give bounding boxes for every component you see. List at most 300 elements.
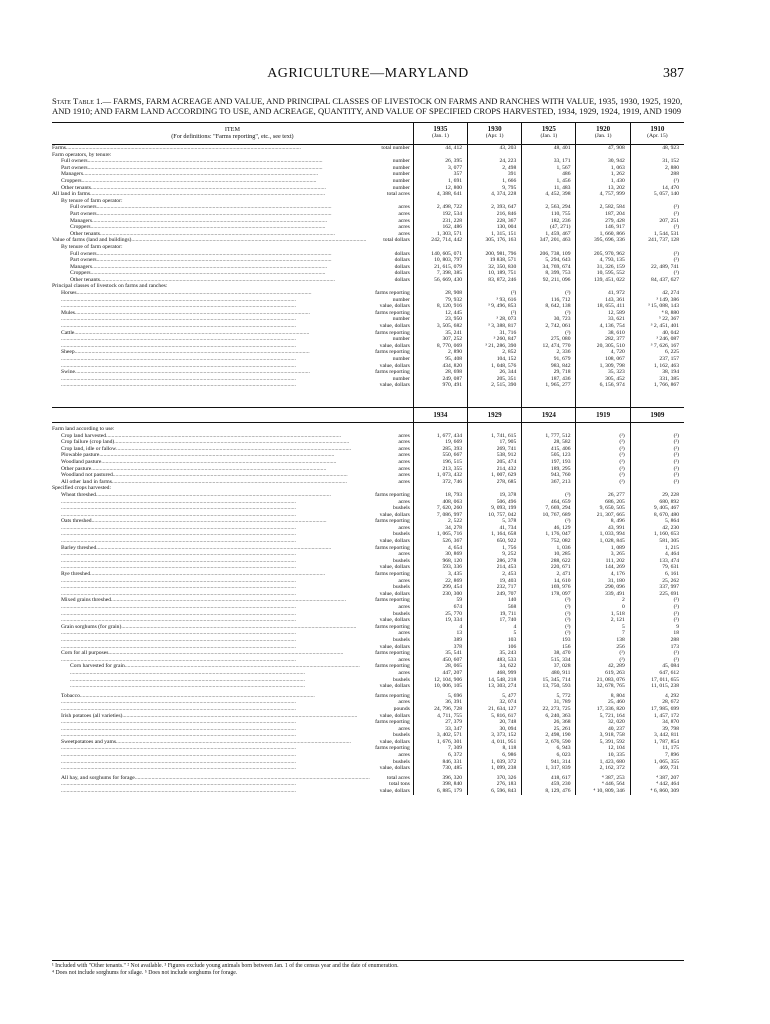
- value-cell: 275, 080: [522, 336, 576, 343]
- value-cell: 1, 544, 531: [630, 231, 684, 238]
- value-cell: 396, 320: [413, 775, 467, 782]
- value-cell: 7, 896: [630, 752, 684, 759]
- value-cell: 12, 474, 770: [522, 343, 576, 350]
- value-cell: 24, 223: [468, 158, 522, 165]
- row-label: [52, 505, 413, 512]
- table-row: [52, 584, 684, 591]
- value-cell: 2, 471: [522, 571, 576, 578]
- value-cell: 1, 162, 463: [630, 363, 684, 370]
- value-cell: 11, 483: [522, 185, 576, 192]
- value-cell: [630, 283, 684, 290]
- table-row: [52, 617, 684, 624]
- value-cell: 7, 398, 385: [413, 270, 467, 277]
- value-cell: 42, 230: [630, 525, 684, 532]
- value-cell: 2, 498, 190: [522, 732, 576, 739]
- table-row: [52, 765, 684, 772]
- row-label: [52, 178, 413, 185]
- value-cell: (²): [630, 446, 684, 453]
- value-cell: 19, 669: [413, 439, 467, 446]
- item-label: ITEM: [224, 126, 240, 133]
- value-cell: 286, 278: [468, 558, 522, 565]
- value-cell: 305, 176, 163: [468, 237, 522, 244]
- value-cell: 370, 326: [468, 775, 522, 782]
- row-label-text: By tenure of farm operator:: [61, 243, 123, 250]
- value-cell: 25, 770: [413, 611, 467, 618]
- row-label-text: Part owners: [70, 257, 97, 264]
- value-cell: 1, 160, 653: [630, 531, 684, 538]
- value-cell: 4, 711, 755: [413, 713, 467, 720]
- row-label-text: Croppers: [70, 270, 91, 277]
- value-cell: 5, 864: [630, 518, 684, 525]
- value-cell: 2, 336: [522, 349, 576, 356]
- value-cell: 1, 089: [576, 545, 630, 552]
- table-caption: [52, 96, 684, 116]
- value-cell: 17, 905: [468, 439, 522, 446]
- value-cell: 192, 534: [413, 211, 467, 218]
- value-cell: 232, 717: [468, 584, 522, 591]
- row-unit: dollars: [394, 250, 410, 257]
- value-cell: 7, 620, 260: [413, 505, 467, 512]
- value-cell: 8, 496: [576, 518, 630, 525]
- row-unit: acres: [398, 498, 410, 505]
- value-cell: 241, 737, 128: [630, 237, 684, 244]
- value-cell: 12, 104: [576, 745, 630, 752]
- table-row: [52, 165, 684, 172]
- value-cell: 38, 194: [630, 369, 684, 376]
- value-cell: 367, 213: [522, 479, 576, 486]
- row-label-text: Crop land harvested: [61, 432, 107, 439]
- row-label-text: Woodland not pastured: [61, 472, 113, 479]
- row-label: [52, 330, 413, 337]
- row-label: [52, 349, 413, 356]
- value-cell: (²): [522, 310, 576, 317]
- row-label: [52, 492, 413, 499]
- value-cell: 35, 323: [576, 369, 630, 376]
- value-cell: 31, 716: [468, 330, 522, 337]
- value-cell: 1, 459, 467: [522, 231, 576, 238]
- table-row: [52, 650, 684, 657]
- table-row: [52, 251, 684, 258]
- value-cell: 8, 670, 480: [630, 512, 684, 519]
- value-cell: 28, 582: [522, 439, 576, 446]
- value-cell: 450, 607: [413, 657, 467, 664]
- row-label: [52, 683, 413, 690]
- value-cell: ³ 7, 626, 167: [630, 343, 684, 350]
- value-cell: 1, 303, 571: [413, 231, 467, 238]
- row-unit: acres: [398, 524, 410, 531]
- row-label: [52, 152, 413, 159]
- value-cell: 4, 136, 754: [576, 323, 630, 330]
- table-row: [52, 472, 684, 479]
- value-cell: 29, 228: [630, 492, 684, 499]
- value-cell: 288: [630, 171, 684, 178]
- row-label: [52, 264, 413, 271]
- value-cell: 1, 309, 798: [576, 363, 630, 370]
- table-row: [52, 244, 684, 251]
- value-cell: 486: [522, 171, 576, 178]
- value-cell: 35, 243: [468, 650, 522, 657]
- table-row: [52, 726, 684, 733]
- row-unit: farms reporting: [375, 745, 410, 752]
- table-row: [52, 218, 684, 225]
- table-row: [52, 204, 684, 211]
- table-row: [52, 303, 684, 310]
- row-label-text: Farms: [52, 145, 66, 151]
- value-cell: [522, 244, 576, 251]
- row-label: [52, 781, 413, 788]
- row-label: [52, 283, 413, 290]
- value-cell: 299, 454: [413, 584, 467, 591]
- value-cell: (²): [630, 433, 684, 440]
- row-unit: farms reporting: [375, 650, 410, 657]
- value-cell: 1, 965, 277: [522, 382, 576, 389]
- state-table-1: [52, 122, 684, 795]
- value-cell: 3, 373, 152: [468, 732, 522, 739]
- row-label: [52, 316, 413, 323]
- row-unit: bushels: [393, 610, 410, 617]
- value-cell: (¹): [630, 270, 684, 277]
- value-cell: 8, 129, 476: [522, 788, 576, 795]
- value-cell: 4, 654: [413, 545, 467, 552]
- value-cell: 6, 023: [522, 752, 576, 759]
- value-cell: 278, 685: [468, 479, 522, 486]
- row-label: [52, 578, 413, 585]
- row-label: [52, 382, 413, 389]
- table-row: [52, 349, 684, 356]
- value-cell: 143, 361: [576, 297, 630, 304]
- value-cell: 19, 403: [468, 578, 522, 585]
- row-unit: value, dollars: [379, 362, 410, 369]
- value-cell: 40, 237: [576, 726, 630, 733]
- page-number: 387: [663, 66, 684, 81]
- table-row: [52, 531, 684, 538]
- table-row: [52, 693, 684, 700]
- value-cell: 130, 004: [468, 224, 522, 231]
- row-unit: acres: [398, 551, 410, 558]
- table-row: [52, 152, 684, 159]
- row-label: [52, 788, 413, 795]
- row-label: [52, 538, 413, 545]
- value-cell: [468, 152, 522, 159]
- value-cell: 468, 999: [468, 670, 522, 677]
- value-cell: 146, 917: [576, 224, 630, 231]
- caption-text: — FARMS, FARM ACREAGE AND VALUE, AND PRINCIPAL CLASSES OF LIVESTOCK ON FARMS AND RANCHES WITH VALUE, 1935, 1930, 1925, 1920, AND 1910; AND FARM LAND ACCORDING TO USE, AND ACREAGE, QUANTITY, AND VALUE OF SPECIFIED CROPS HARVESTED, 1934, 1929, 1924, 1919, AND 1909: [52, 96, 683, 116]
- value-cell: 3, 918, 758: [576, 732, 630, 739]
- row-unit: acres: [398, 204, 410, 211]
- row-label: [52, 739, 413, 746]
- value-cell: 22, 273, 725: [522, 706, 576, 713]
- row-unit: acres: [398, 669, 410, 676]
- row-label: [52, 759, 413, 766]
- row-label-text: Full owners: [70, 250, 97, 257]
- value-cell: 680, 892: [630, 499, 684, 506]
- value-cell: [522, 426, 576, 433]
- value-cell: 40, 042: [630, 330, 684, 337]
- value-cell: 84, 437, 627: [630, 277, 684, 284]
- value-cell: 26, 395: [413, 158, 467, 165]
- value-cell: [468, 485, 522, 492]
- value-cell: [413, 426, 467, 433]
- table-row: [52, 330, 684, 337]
- value-cell: [413, 283, 467, 290]
- document-page: [52, 66, 684, 795]
- value-cell: 4: [413, 624, 467, 631]
- table-row: [52, 525, 684, 532]
- row-unit: acres: [398, 230, 410, 237]
- value-cell: 214, 453: [468, 564, 522, 571]
- value-cell: 1, 033, 994: [576, 531, 630, 538]
- row-label: [52, 297, 413, 304]
- value-cell: 3, 442, 811: [630, 732, 684, 739]
- value-cell: 647, 612: [630, 670, 684, 677]
- value-cell: [522, 283, 576, 290]
- value-cell: (²): [522, 604, 576, 611]
- value-cell: 28, 672: [630, 699, 684, 706]
- value-cell: 550, 667: [413, 452, 467, 459]
- row-label: [52, 485, 413, 492]
- row-label: [52, 270, 413, 277]
- value-cell: 2, 676, 590: [522, 739, 576, 746]
- row-unit: number: [392, 375, 410, 382]
- value-cell: (²): [522, 290, 576, 297]
- value-cell: 2: [576, 597, 630, 604]
- year-header: 1935 (Jan. 1): [413, 123, 467, 145]
- row-label: [52, 713, 413, 720]
- value-cell: 970, 491: [413, 382, 467, 389]
- value-cell: 2, 515, 390: [468, 382, 522, 389]
- row-label-text: Other tenants: [61, 184, 91, 191]
- table-row: [52, 185, 684, 192]
- row-unit: value, dollars: [379, 683, 410, 690]
- table-row: [52, 459, 684, 466]
- footnote-line: ⁴ Does not include sorghums for silage. ⁵ Does not include sorghums for forage.: [52, 970, 238, 976]
- row-label-text: Crop failure (crop land): [61, 439, 115, 446]
- row-label: [52, 611, 413, 618]
- value-cell: 568: [468, 604, 522, 611]
- value-cell: 1, 457, 172: [630, 713, 684, 720]
- value-cell: 943, 760: [522, 472, 576, 479]
- value-cell: 15, 345, 714: [522, 677, 576, 684]
- table-row: [52, 578, 684, 585]
- row-unit: value, dollars: [379, 738, 410, 745]
- row-unit: farms reporting: [375, 349, 410, 356]
- row-label-text: Irish potatoes (all varieties): [61, 712, 123, 719]
- row-unit: acres: [398, 725, 410, 732]
- value-cell: 14, 610: [522, 578, 576, 585]
- stub-header: [52, 123, 413, 145]
- value-cell: 378: [413, 644, 467, 651]
- row-label-text: Rye threshed: [61, 571, 91, 578]
- value-cell: (²): [576, 472, 630, 479]
- row-unit: value, dollars: [379, 765, 410, 772]
- value-cell: 415, 406: [522, 446, 576, 453]
- value-cell: 941, 314: [522, 759, 576, 766]
- value-cell: 34, 278: [413, 525, 467, 532]
- value-cell: [576, 485, 630, 492]
- value-cell: 13, 202: [576, 185, 630, 192]
- row-label-text: Croppers: [61, 177, 82, 184]
- value-cell: [468, 283, 522, 290]
- row-label: [52, 376, 413, 383]
- value-cell: 7, 086, 997: [413, 512, 467, 519]
- value-cell: 43, 991: [576, 525, 630, 532]
- value-cell: 31, 152: [630, 158, 684, 165]
- row-unit: dollars: [394, 263, 410, 270]
- row-label-text: Other pasture: [61, 465, 92, 472]
- value-cell: 104, 152: [468, 356, 522, 363]
- row-label: [52, 479, 413, 486]
- row-label: [52, 343, 413, 350]
- value-cell: 28, 908: [413, 290, 467, 297]
- row-label: [52, 591, 413, 598]
- table-row: [52, 283, 684, 290]
- row-unit: farms reporting: [375, 597, 410, 604]
- row-unit: number: [392, 336, 410, 343]
- table-row: [52, 446, 684, 453]
- table-row: [52, 719, 684, 726]
- value-cell: (²): [630, 211, 684, 218]
- running-head: [52, 66, 684, 88]
- row-label-text: All hay, and sorghums for forage: [61, 774, 135, 781]
- footnote-line: ¹ Included with "Other tenants." ² Not available. ³ Figures exclude young animals born between Jan. 1 of the census year and the date of enumeration.: [52, 963, 399, 969]
- row-unit: acres: [398, 217, 410, 224]
- table-row: [52, 759, 684, 766]
- value-cell: 14, 548, 218: [468, 677, 522, 684]
- value-cell: 10, 006, 105: [413, 683, 467, 690]
- value-cell: 26, 368: [522, 719, 576, 726]
- row-label: [52, 531, 413, 538]
- table-row: [52, 683, 684, 690]
- value-cell: 193: [522, 637, 576, 644]
- row-unit: farms reporting: [375, 491, 410, 498]
- value-cell: (²): [630, 479, 684, 486]
- value-cell: 505, 123: [522, 452, 576, 459]
- row-label: [52, 752, 413, 759]
- value-cell: [468, 244, 522, 251]
- value-cell: 7, 309: [413, 745, 467, 752]
- value-cell: 4, 757, 999: [576, 191, 630, 198]
- row-unit: value, dollars: [379, 590, 410, 597]
- row-label-text: Croppers: [70, 224, 91, 231]
- row-label-text: Oats threshed: [61, 518, 92, 525]
- value-cell: (²): [522, 330, 576, 337]
- value-cell: 1, 039, 372: [468, 759, 522, 766]
- row-label-text: Crop land, idle or fallow: [61, 445, 117, 452]
- value-cell: 0: [576, 604, 630, 611]
- value-cell: 2, 393, 647: [468, 204, 522, 211]
- row-label: [52, 433, 413, 440]
- value-cell: 3, 505, 682: [413, 323, 467, 330]
- row-unit: total number: [381, 145, 410, 151]
- row-unit: farms reporting: [375, 544, 410, 551]
- value-cell: 30, 094: [468, 726, 522, 733]
- table-row: [52, 426, 684, 433]
- value-cell: 38, 470: [522, 650, 576, 657]
- row-label: [52, 512, 413, 519]
- value-cell: 19, 711: [468, 611, 522, 618]
- value-cell: 206, 738, 109: [522, 251, 576, 258]
- value-cell: 173: [630, 644, 684, 651]
- row-label-text: Plowable pasture: [61, 452, 100, 459]
- value-cell: 26, 344: [468, 369, 522, 376]
- value-cell: (47, 271): [522, 224, 576, 231]
- value-cell: (²): [522, 597, 576, 604]
- table-row: [52, 211, 684, 218]
- value-cell: 1, 028, 845: [576, 538, 630, 545]
- table-row: [52, 564, 684, 571]
- table-row: [52, 571, 684, 578]
- value-cell: 2, 498, 722: [413, 204, 467, 211]
- year-header: 1910 (Apr. 15): [630, 123, 684, 145]
- value-cell: 28, 698: [413, 369, 467, 376]
- row-label-text: Managers: [61, 171, 84, 178]
- table-row: [52, 466, 684, 473]
- row-label: [52, 336, 413, 343]
- value-cell: 674: [413, 604, 467, 611]
- row-label: [52, 745, 413, 752]
- value-cell: 1, 518: [576, 611, 630, 618]
- value-cell: (¹): [630, 178, 684, 185]
- value-cell: 56, 669, 430: [413, 277, 467, 284]
- value-cell: (¹): [630, 224, 684, 231]
- table-row: [52, 224, 684, 231]
- value-cell: 1, 317, 839: [522, 765, 576, 772]
- row-label: [52, 310, 413, 317]
- row-label-text: Other tenants: [70, 230, 100, 237]
- value-cell: (²): [630, 466, 684, 473]
- value-cell: 156: [522, 644, 576, 651]
- value-cell: 34, 769, 674: [522, 264, 576, 271]
- table-row: [52, 231, 684, 238]
- value-cell: 1, 567: [522, 165, 576, 172]
- row-label: [52, 564, 413, 571]
- table-row: [52, 191, 684, 198]
- value-cell: 38, 610: [576, 330, 630, 337]
- value-cell: ³ 15, 088, 143: [630, 303, 684, 310]
- row-unit: farms reporting: [375, 329, 410, 336]
- value-cell: 92, 211, 096: [522, 277, 576, 284]
- value-cell: 169, 976: [522, 584, 576, 591]
- value-cell: 220, 671: [522, 564, 576, 571]
- row-unit: dollars: [394, 257, 410, 264]
- value-cell: 1, 099, 238: [468, 765, 522, 772]
- row-label-text: Specified crops harvested:: [52, 485, 112, 492]
- value-cell: 34, 870: [630, 719, 684, 726]
- row-unit: bushels: [393, 584, 410, 591]
- row-label-text: By tenure of farm operator:: [61, 197, 123, 204]
- value-cell: ³ 21, 286, 390: [468, 343, 522, 350]
- value-cell: 9, 650, 505: [576, 505, 630, 512]
- table-row: [52, 439, 684, 446]
- row-label: [52, 617, 413, 624]
- row-label: [52, 356, 413, 363]
- value-cell: 279, 428: [576, 218, 630, 225]
- value-cell: 1, 065, 355: [630, 759, 684, 766]
- table-row: [52, 323, 684, 330]
- value-cell: 730, 485: [413, 765, 467, 772]
- value-cell: 1, 315, 151: [468, 231, 522, 238]
- value-cell: 32, 020: [576, 719, 630, 726]
- value-cell: [576, 426, 630, 433]
- value-cell: 1, 065, 716: [413, 531, 467, 538]
- value-cell: [630, 152, 684, 159]
- row-label: [52, 369, 413, 376]
- row-unit: farms reporting: [375, 290, 410, 297]
- value-cell: 103: [468, 637, 522, 644]
- value-cell: (²): [630, 597, 684, 604]
- row-unit: acres: [398, 432, 410, 439]
- table-row: [52, 591, 684, 598]
